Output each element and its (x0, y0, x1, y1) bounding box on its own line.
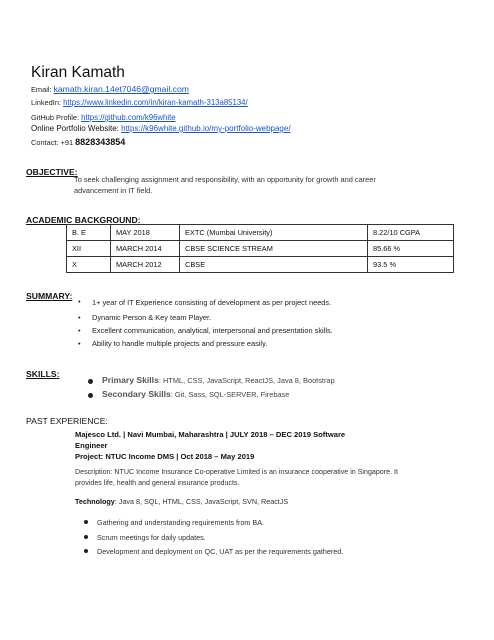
github-line (31, 113, 176, 122)
academic-table (66, 224, 454, 273)
phone-number: 8828343854 (75, 137, 126, 147)
email-link[interactable]: kamath.kiran.14et7046@gmail.com (53, 84, 189, 94)
list-item: • Excellent communication, analytical, interpersonal and presentation skills. (78, 326, 333, 335)
table-cell: 85.66 % (368, 241, 454, 257)
table-cell: B. E (67, 225, 111, 241)
table-cell: CBSE (180, 257, 368, 273)
table-cell: XII (67, 241, 111, 257)
table-cell: 93.5 % (368, 257, 454, 273)
primary-skills: Primary Skills: HTML, CSS, JavaScript, ReactJS, Java 8, Bootstrap (88, 375, 335, 385)
bullet-icon (84, 549, 88, 553)
technology-line: Technology: Java 8, SQL, HTML, CSS, JavaScript, SVN, ReactJS (75, 497, 289, 506)
objective-heading: OBJECTIVE: (26, 167, 78, 177)
table-cell: MARCH 2014 (111, 241, 180, 257)
portfolio-label: Online Portfolio Website: (31, 124, 122, 133)
list-item: Gathering and understanding requirements from BA. (84, 518, 343, 533)
summary-list (78, 298, 333, 352)
table-row (67, 257, 454, 273)
table-row (67, 225, 454, 241)
portfolio-line (31, 124, 291, 133)
table-cell: 8.22/10 CGPA (368, 225, 454, 241)
github-label: GitHub Profile: (31, 113, 82, 122)
email-label: Email: (31, 85, 54, 94)
list-item: • Ability to handle multiple projects and pressure easily. (78, 339, 268, 348)
list-item: • 1+ year of IT Experience consisting of development as per project needs. (78, 297, 332, 307)
bullet-icon (84, 520, 88, 524)
experience-heading: PAST EXPERIENCE: (26, 416, 108, 426)
linkedin-link[interactable]: https://www.linkedin.com/in/kiran-kamath-313a85134/ (63, 98, 248, 107)
phone-label: Contact: +91 (31, 138, 76, 147)
list-item: • Dynamic Person & Key team Player. (78, 313, 212, 322)
project-line: Project: NTUC Income DMS | Oct 2018 – May 2019 (75, 452, 255, 461)
table-cell: MAY 2018 (111, 225, 180, 241)
list-item: Scrum meetings for daily updates. (84, 533, 343, 548)
table-cell: MARCH 2012 (111, 257, 180, 273)
table-cell: CBSE SCIENCE STREAM (180, 241, 368, 257)
bullet-icon (88, 379, 93, 384)
task-list (84, 518, 343, 562)
email-line (31, 84, 189, 94)
candidate-name: Kiran Kamath (31, 64, 125, 81)
summary-heading: SUMMARY: (26, 291, 73, 301)
company-line: Majesco Ltd. | Navi Mumbai, Maharashtra | JULY 2018 – DEC 2019 Software (75, 430, 346, 439)
table-cell: X (67, 257, 111, 273)
bullet-icon (88, 393, 93, 398)
bullet-icon (84, 535, 88, 539)
github-link[interactable]: https://github.com/k96white (81, 113, 176, 122)
academic-heading: ACADEMIC BACKGROUND: (26, 215, 141, 225)
secondary-skills: Secondary Skills: Git, Sass, SQL-SERVER, Firebase (88, 389, 289, 399)
phone-line (31, 137, 125, 147)
portfolio-link[interactable]: https://k96white.github.io/my-portfolio-webpage/ (121, 124, 291, 133)
list-item: Development and deployment on QC, UAT as per the requirements gathered. (84, 547, 343, 562)
table-cell: EXTC (Mumbai University) (180, 225, 368, 241)
skills-heading: SKILLS: (26, 369, 60, 379)
objective-text: To seek challenging assignment and responsibility, with an opportunity for growth and career advancement in IT field. (74, 175, 376, 195)
linkedin-line (31, 98, 248, 107)
role-line: Engineer (75, 441, 108, 450)
linkedin-label: LinkedIn: (31, 98, 64, 107)
table-row (67, 241, 454, 257)
project-description: Description: NTUC Income Insurance Co-operative Limited is an insurance cooperative in Singapore. It provides life, health and general insurance products. (75, 468, 398, 487)
